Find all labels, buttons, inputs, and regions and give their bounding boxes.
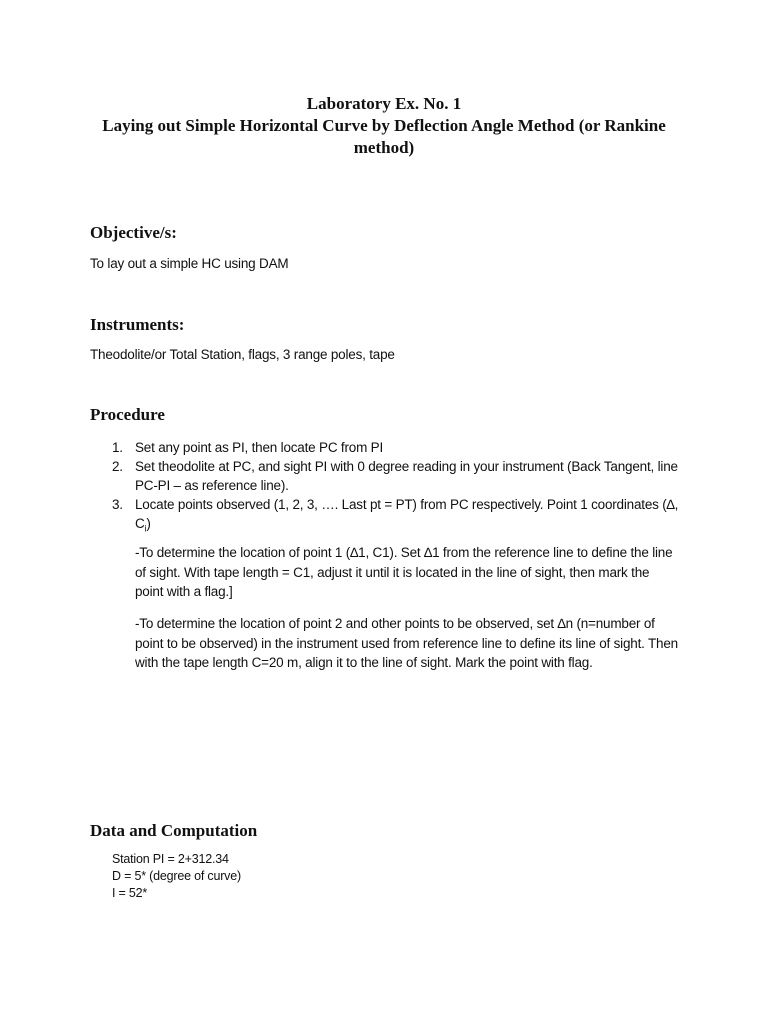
step-text: Locate points observed (1, 2, 3, …. Last pt = PT) from PC respectively. Point 1 coordinates (∆, C bbox=[135, 497, 679, 531]
step-text: Set theodolite at PC, and sight PI with 0 degree reading in your instrument (Back Tangent, line PC-PI – as reference line). bbox=[135, 459, 678, 493]
data-line-station-pi: Station PI = 2+312.34 bbox=[112, 852, 229, 866]
step-number: 3. bbox=[112, 497, 123, 512]
title-line-1: Laboratory Ex. No. 1 bbox=[306, 94, 462, 113]
step-number: 2. bbox=[112, 459, 123, 474]
procedure-heading: Procedure bbox=[90, 405, 165, 424]
step-number: 1. bbox=[112, 440, 123, 455]
procedure-step bbox=[90, 495, 690, 539]
document-title bbox=[60, 93, 708, 159]
procedure-step bbox=[90, 457, 690, 495]
procedure-steps bbox=[90, 438, 690, 539]
data-computation-values bbox=[112, 851, 241, 902]
instruments-text: Theodolite/or Total Station, flags, 3 range poles, tape bbox=[90, 347, 395, 362]
objective-text: To lay out a simple HC using DAM bbox=[90, 256, 289, 271]
procedure-note-point-1: -To determine the location of point 1 (∆1, C1). Set ∆1 from the reference line to define the line of sight. With tape length = C1, adjust it until it is located in the line of sight, then mark the point with a flag.] bbox=[135, 545, 673, 599]
title-line-3: method) bbox=[353, 138, 415, 157]
data-computation-heading: Data and Computation bbox=[90, 821, 258, 840]
title-line-2: Laying out Simple Horizontal Curve by Deflection Angle Method (or Rankine bbox=[102, 116, 666, 135]
step-subscript: i bbox=[144, 523, 147, 534]
procedure-step bbox=[90, 438, 690, 457]
procedure-note-point-2: -To determine the location of point 2 and other points to be observed, set ∆n (n=number of point to be observed) in the instrument used from reference line to define its line of sight. Then with the tape length C=20 m, align it to the line of sight. Mark the point with flag. bbox=[135, 616, 678, 670]
step-text: Set any point as PI, then locate PC from PI bbox=[135, 440, 384, 455]
step-tail: ) bbox=[146, 516, 151, 531]
data-line-intersection-angle: I = 52* bbox=[112, 886, 148, 900]
instruments-heading: Instruments: bbox=[90, 315, 185, 334]
data-line-degree-of-curve: D = 5* (degree of curve) bbox=[112, 869, 241, 883]
objective-heading: Objective/s: bbox=[90, 223, 177, 242]
